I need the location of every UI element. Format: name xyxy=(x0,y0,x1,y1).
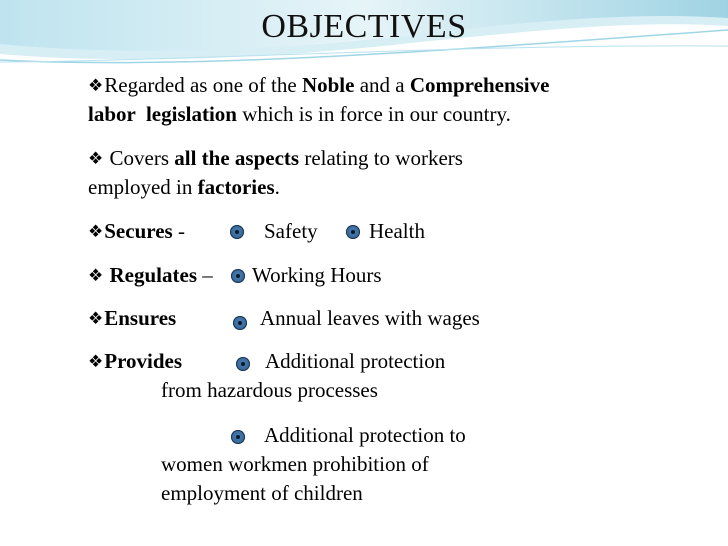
objective-1-line-1: ❖Regarded as one of the Noble and a Comprehensive xyxy=(88,73,550,97)
diamond-bullet-icon: ❖ xyxy=(88,149,104,168)
provides-point-1-line-2: from hazardous processes xyxy=(161,378,378,402)
secures-point-health: Health xyxy=(369,219,425,243)
round-bullet-icon xyxy=(230,225,244,239)
diamond-bullet-icon: ❖ xyxy=(88,266,104,285)
round-bullet-icon xyxy=(231,269,245,283)
provides-point-2-line-2: women workmen prohibition of xyxy=(161,452,429,476)
objective-2-line-2: employed in factories. xyxy=(88,175,280,199)
objective-ensures: ❖Ensures xyxy=(88,306,177,330)
diamond-bullet-icon: ❖ xyxy=(88,222,104,241)
provides-point-1-line-1: Additional protection xyxy=(265,349,446,373)
round-bullet-icon xyxy=(346,225,360,239)
round-bullet-icon xyxy=(236,357,250,371)
diamond-bullet-icon: ❖ xyxy=(88,352,104,371)
round-bullet-icon xyxy=(233,316,247,330)
secures-point-safety: Safety xyxy=(264,219,318,243)
round-bullet-icon xyxy=(231,430,245,444)
slide-title: OBJECTIVES xyxy=(261,8,467,45)
objective-2-line-1: ❖ Covers all the aspects relating to workers xyxy=(88,146,463,170)
provides-point-2-line-3: employment of children xyxy=(161,481,363,505)
objective-secures: ❖Secures - xyxy=(88,219,185,243)
diamond-bullet-icon: ❖ xyxy=(88,76,104,95)
provides-point-2-line-1: Additional protection to xyxy=(264,423,466,447)
ensures-point-annual-leaves: Annual leaves with wages xyxy=(260,306,480,330)
objective-provides: ❖Provides xyxy=(88,349,183,373)
objective-1-line-2: labor legislation which is in force in our country. xyxy=(88,102,511,126)
objective-regulates: ❖ Regulates – xyxy=(88,263,213,287)
regulates-point-working-hours: Working Hours xyxy=(252,263,382,287)
diamond-bullet-icon: ❖ xyxy=(88,309,104,328)
